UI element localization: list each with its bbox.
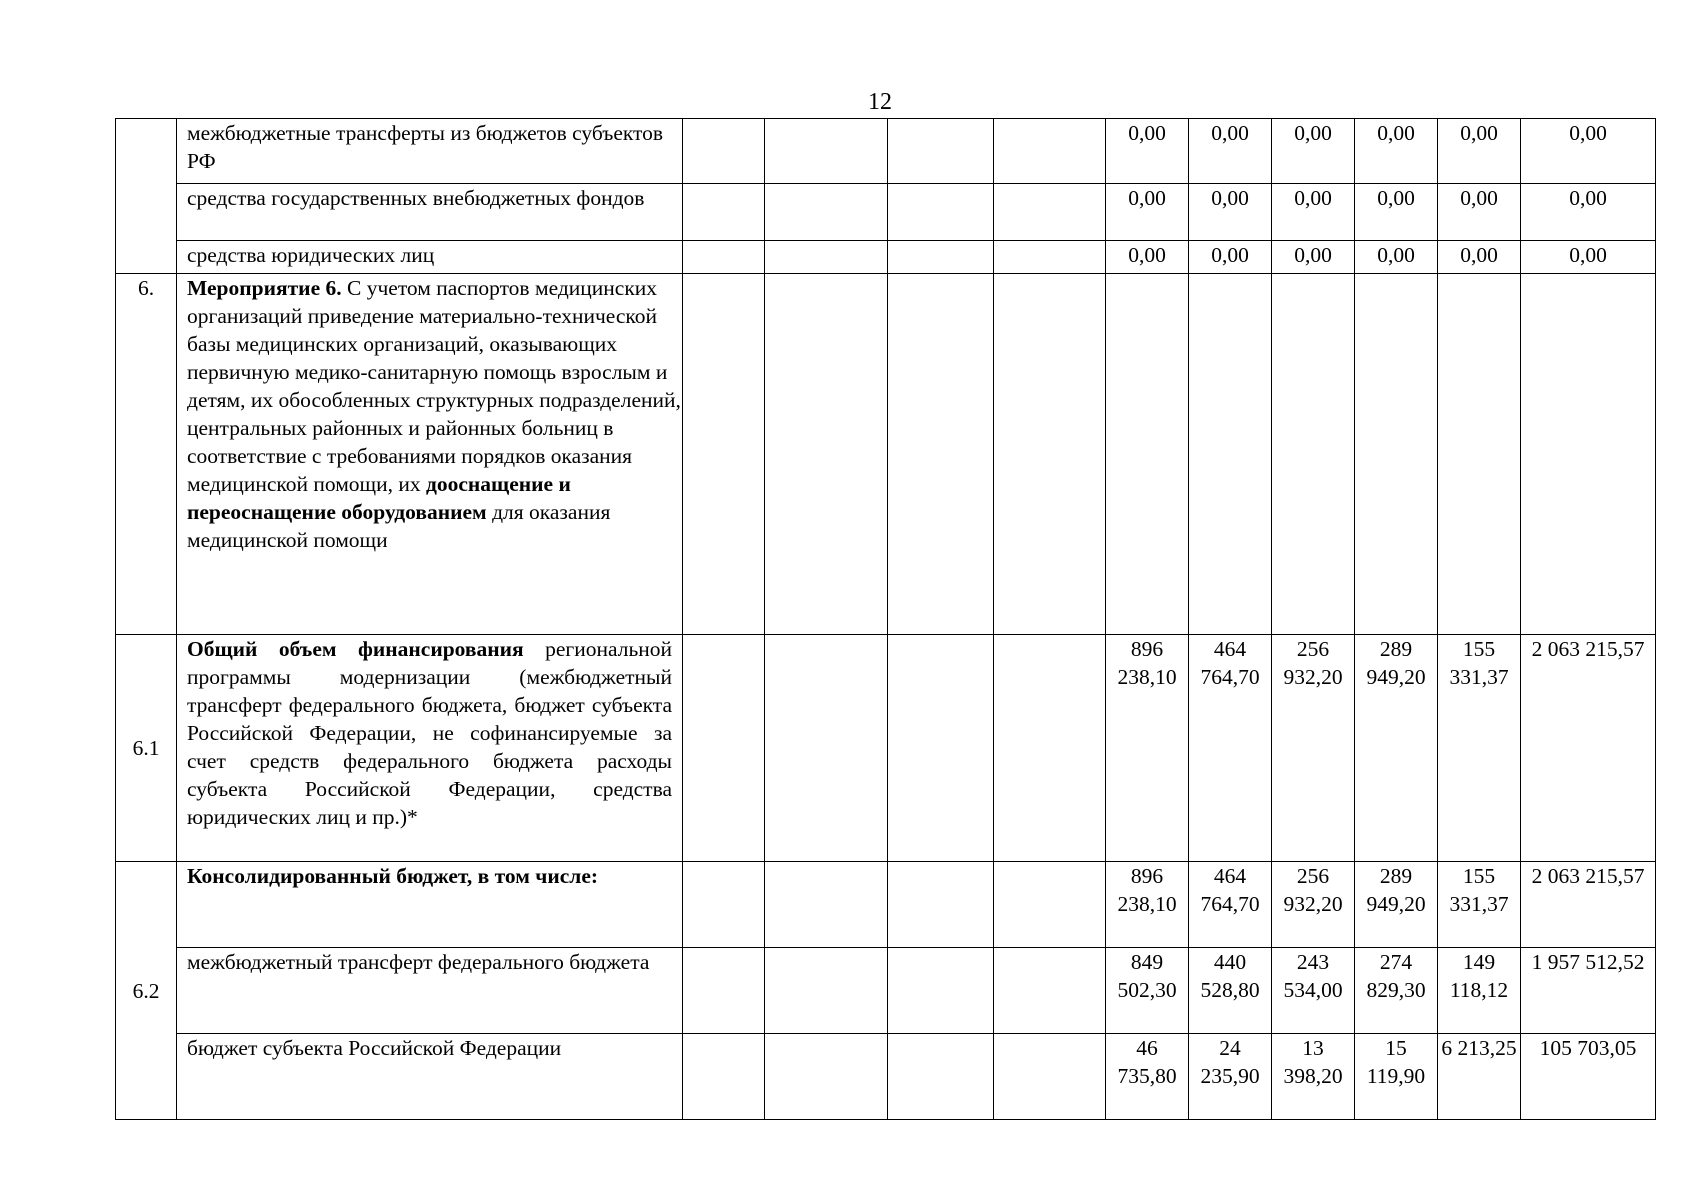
value-cell: 289 949,20 [1355,635,1438,862]
table-row [116,1034,1656,1120]
value-cell: 0,00 [1106,241,1189,274]
empty-cell [765,184,888,241]
row-label: бюджет субъекта Российской Федерации [177,1034,683,1120]
empty-cell [683,1034,765,1120]
empty-cell [1355,274,1438,635]
row-number: 6. [116,274,177,635]
value-cell: 13 398,20 [1272,1034,1355,1120]
empty-cell [1106,274,1189,635]
empty-cell [1189,274,1272,635]
empty-cell [994,184,1106,241]
value-cell: 0,00 [1438,119,1521,184]
empty-cell [765,241,888,274]
activity-title: Мероприятие 6. [187,276,342,300]
value-cell: 289 949,20 [1355,862,1438,948]
value-cell: 24 235,90 [1189,1034,1272,1120]
empty-cell [994,241,1106,274]
value-cell: 0,00 [1521,184,1656,241]
value-cell: 896 238,10 [1106,862,1189,948]
empty-cell [994,274,1106,635]
row-label [177,862,683,948]
activity-text-end: для оказания медицинской помощи [187,500,611,552]
empty-cell [888,184,994,241]
empty-cell [683,635,765,862]
value-cell: 0,00 [1272,184,1355,241]
row-label-bold: Консолидированный бюджет, в том числе: [187,864,599,888]
value-cell: 464 764,70 [1189,635,1272,862]
empty-cell [888,862,994,948]
empty-cell [765,274,888,635]
empty-cell [994,119,1106,184]
value-cell: 46 735,80 [1106,1034,1189,1120]
value-cell: 105 703,05 [1521,1034,1656,1120]
table-row [116,948,1656,1034]
value-cell: 0,00 [1189,241,1272,274]
empty-cell [683,241,765,274]
value-cell: 0,00 [1438,241,1521,274]
empty-cell [994,635,1106,862]
empty-cell [683,184,765,241]
value-cell: 0,00 [1355,241,1438,274]
empty-cell [888,1034,994,1120]
row-label: средства государственных внебюджетных фондов [177,184,683,241]
value-cell: 0,00 [1438,184,1521,241]
activity-emphasis: дооснащение и переоснащение оборудованием [187,472,571,524]
value-cell: 0,00 [1189,184,1272,241]
empty-cell [888,119,994,184]
empty-cell [765,948,888,1034]
value-cell: 2 063 215,57 [1521,635,1656,862]
empty-cell [765,862,888,948]
value-cell: 464 764,70 [1189,862,1272,948]
empty-cell [683,274,765,635]
value-cell: 155 331,37 [1438,635,1521,862]
table-row [116,274,1656,635]
empty-cell [765,635,888,862]
value-cell: 440 528,80 [1189,948,1272,1034]
value-cell: 243 534,00 [1272,948,1355,1034]
value-cell: 849 502,30 [1106,948,1189,1034]
value-cell: 274 829,30 [1355,948,1438,1034]
empty-cell [683,862,765,948]
empty-cell [683,119,765,184]
empty-cell [1438,274,1521,635]
activity-description [177,274,683,635]
value-cell: 15 119,90 [1355,1034,1438,1120]
value-cell: 155 331,37 [1438,862,1521,948]
page-number: 12 [868,89,892,115]
value-cell: 0,00 [1106,119,1189,184]
table-row [116,241,1656,274]
row-label [177,635,683,862]
empty-cell [888,635,994,862]
empty-cell [994,862,1106,948]
empty-cell [994,1034,1106,1120]
value-cell: 0,00 [1272,241,1355,274]
row-label: межбюджетный трансферт федерального бюджета [177,948,683,1034]
value-cell: 2 063 215,57 [1521,862,1656,948]
value-cell: 1 957 512,52 [1521,948,1656,1034]
empty-cell [994,948,1106,1034]
value-cell: 256 932,20 [1272,862,1355,948]
empty-cell [765,119,888,184]
empty-cell [1521,274,1656,635]
value-cell: 0,00 [1106,184,1189,241]
value-cell: 896 238,10 [1106,635,1189,862]
empty-cell [888,274,994,635]
row-number: 6.2 [116,862,177,1120]
value-cell: 256 932,20 [1272,635,1355,862]
value-cell: 0,00 [1272,119,1355,184]
empty-cell [888,948,994,1034]
table-row [116,635,1656,862]
row-label: межбюджетные трансферты из бюджетов субъектов РФ [177,119,683,184]
empty-cell [765,1034,888,1120]
table-row [116,862,1656,948]
row-number: 6.1 [116,635,177,862]
value-cell: 0,00 [1189,119,1272,184]
empty-cell [683,948,765,1034]
row-label-bold: Общий объем финансирования [187,637,524,661]
value-cell: 0,00 [1355,119,1438,184]
activity-text: С учетом паспортов медицинских организаций приведение материально-технической базы медицинских организаций, оказывающих первичную медико-санитарную помощь взрослым и детям, их обособленных структурных подразделений, центральных районных и районных больниц в соответствие с требованиями порядков оказания медицинской помощи, их [187,276,681,496]
value-cell: 149 118,12 [1438,948,1521,1034]
table-row [116,119,1656,184]
empty-cell [888,241,994,274]
value-cell: 6 213,25 [1438,1034,1521,1120]
table-row [116,184,1656,241]
row-label-text: региональной программы модернизации (межбюджетный трансферт федерального бюджета, бюджет субъекта Российской Федерации, не софинансируемые за счет средств федерального бюджета расходы субъекта Российской Федерации, средства юридических лиц и пр.)* [187,637,673,829]
empty-cell [1272,274,1355,635]
row-number-cell [116,119,177,274]
budget-table [115,118,1656,1120]
row-label: средства юридических лиц [177,241,683,274]
value-cell: 0,00 [1355,184,1438,241]
value-cell: 0,00 [1521,241,1656,274]
value-cell: 0,00 [1521,119,1656,184]
